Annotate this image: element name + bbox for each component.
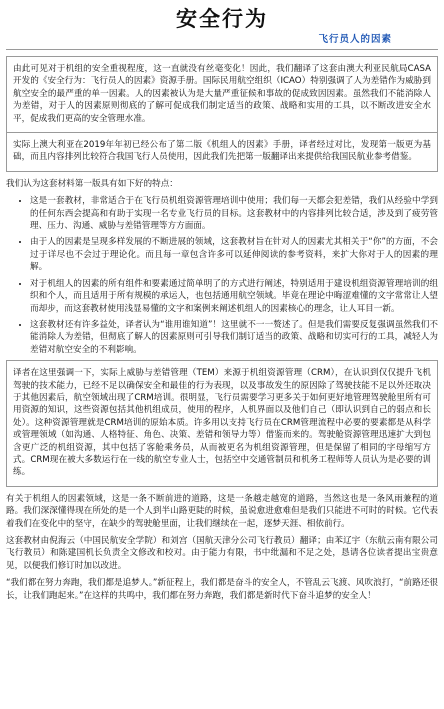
- features-section: [6, 178, 438, 356]
- crm-paragraph: 译者在这里强调一下，实际上威胁与差错管理（TEM）来源于机组资源管理（CRM），在认识到仅仅提升飞机驾驶的技术能力，已经不足以确保安全和最佳的行为表现，以及事故发生的原因除了驾驶技能不足以外还取决于其他因素后，航空领域出现了CRM培训。很明显，飞行员需要学习更多关于如何更好地管理驾驶舱里所有可用资源的知识，这些资源包括其他机组成员，使用的程序，人机界面以及他们自己（即认识到自己的弱点和长处）。这种资源管理就是CRM培训的原始本质。许多用以支持飞行员在CRM管理流程中必要的要素都是从科学或管理领域（如沟通、人格特征、角色、决策、差错和领导力等）借鉴而来的。驾驶舱资源管理迅速扩大到包含更广泛的机组资源，其中包括了客舱乘务员，从而被更名为机组资源管理，但是保留了相同的字母缩写方式。CRM现在被大多数运行在一线的航空专业人士，包括空中交通管制员和机务工程师等人员认为是必要的训练。: [13, 368, 431, 478]
- list-item: • 这是一套教材，非常适合于在飞行员机组资源管理培训中使用；我们每一天都会犯差错，我们从经验中学到的任何东西会提高和有助于实现一名专业飞行员的目标。这套教材中的内容排列比较合适，涉及到了疲劳管理、压力、沟通、威胁与差错管理等方方面面。: [30, 195, 438, 232]
- intro-box: [6, 56, 438, 133]
- list-item: • 这套教材还有许多益处，译者认为“谁用谁知道”！这里就不一一赘述了。但是我们需要反复强调虽然我们不能消除人为差错，但彻底了解人的因素原则可引导我们制订适当的政策、战略和切实可行的工具，减轻人为差错对航空安全的不利影响。: [30, 319, 438, 356]
- edition-paragraph: 实际上澳大利亚在2019年年初已经公布了第二版《机组人的因素》手册，译者经过对比，发现第一版更为基础，而且内容排列比较符合我国飞行人员使用，因此我们先把第一版翻译出来提供给我国民航业参考借鉴。: [13, 140, 431, 163]
- closing-section: [6, 493, 438, 602]
- list-item: • 由于人的因素是呈现多样发展的不断进展的领域，这套教材旨在针对人的因素尤其相关于“你”的方面，不会过于详尽也不会过于理论化。而且每一章包含许多可以延伸阅读的参考资料，来扩大你对于人的因素的理解。: [30, 236, 438, 273]
- list-item: • 对于机组人的因素的所有组件和要素通过简单明了的方式进行阐述，特别适用于建设机组资源管理培训的组织和个人，而且适用于所有规模的承运人，也包括通用航空领域。毕竟在理论中晦涩难懂的文字常常让人望而却步，而这套教材使用浅显易懂的文字和案例来阐述机组人的因素核心的理念，让人耳目一新。: [30, 278, 438, 315]
- page-subtitle: 飞行员人的因素: [318, 34, 392, 45]
- closing-paragraph: “我们都在努力奔跑，我们都是追梦人。”新征程上，我们都是奋斗的安全人，不管乱云飞渡、风吹浪打，“前路还很长，让我们跑起来。”在这样的共鸣中，我们都在努力奔跑，我们都是新时代下奋斗追梦的安全人！: [6, 578, 438, 601]
- crm-box: [6, 360, 438, 487]
- page-title: 安全行为: [176, 7, 268, 31]
- translators-paragraph: 这套教材由倪海云（中国民航安全学院）和刘宫（国航天津分公司飞行教员）翻译；由苯辽宇（东航云南有限公司飞行教员）和陈建国机长负责全文修改和校对。由于能力有限，书中纰漏和不足之处，恳请各位读者提出宝贵意见，以便我们修订时加以改进。: [6, 536, 438, 571]
- edition-box: [6, 133, 438, 172]
- features-list: [6, 195, 438, 356]
- intro-paragraph: 由此可见对于机组的安全重视程度，这一直就没有丝毫变化！因此，我们翻译了这套由澳大利亚民航局CASA开发的《安全行为：飞行员人的因素》资源手册。国际民用航空组织（ICAO）特别强调了人为差错作为威胁到航空安全的最严重的单一因素。人的因素被认为是大量严重征候和事故的促成致因因素。虽然我们不能消除人为差错，对于人的因素原则彻底的了解可促成我们制定适当的政策、战略和实用的工具，以不断改进安全水平，促成我们更高的安全管理水准。: [13, 64, 431, 124]
- path-paragraph: 有关于机组人的因素领域，这是一条不断前进的道路，这是一条越走越宽的道路，当然这也是一条风雨兼程的道路。我们深深懂得现在所处的是一个人到半山路更陡的时候，虽说愈进愈难但是我们只能进不可时的时候。它代表着我们在变化中的坚守，在缺少的驾驶舱里面，让我们继续在一起，逐梦天涯、相依前行。: [6, 493, 438, 529]
- title-divider: [6, 49, 438, 50]
- features-intro: 我们认为这套材料第一版具有如下好的特点：: [6, 178, 178, 189]
